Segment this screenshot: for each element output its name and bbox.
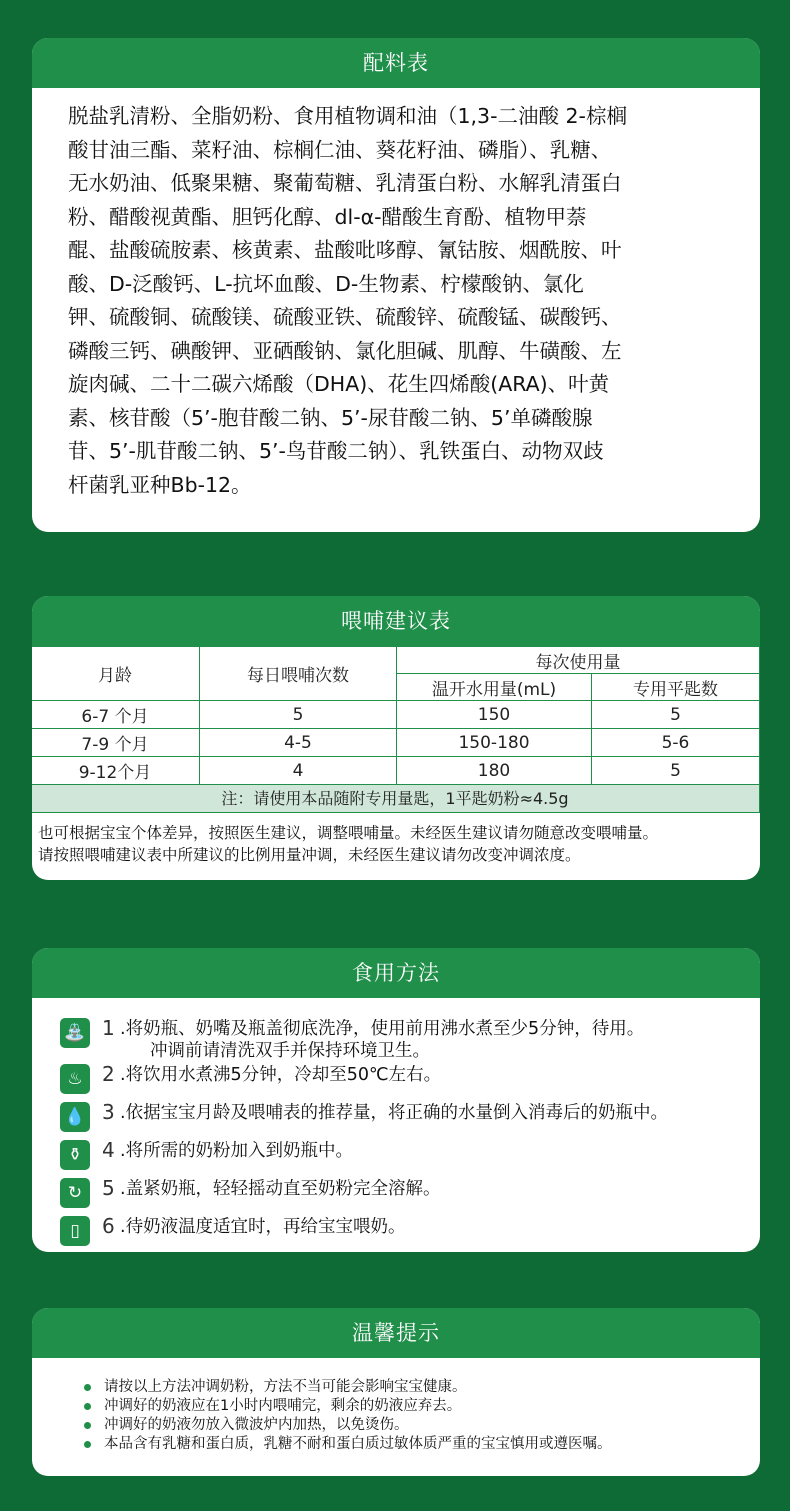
cell-water: 150: [397, 701, 592, 729]
step-item: [60, 1214, 750, 1252]
bullet-icon: [84, 1441, 91, 1448]
ingredients-text: [32, 88, 760, 502]
bullet-icon: [84, 1422, 91, 1429]
step-item: [60, 1138, 750, 1176]
step-text: .依据宝宝月龄及喂哺表的推荐量，将正确的水量倒入消毒后的奶瓶中。: [120, 1103, 669, 1123]
table-row: [32, 729, 760, 757]
step-text: .盖紧奶瓶，轻轻摇动直至奶粉完全溶解。: [120, 1179, 441, 1199]
cell-times: 4-5: [200, 729, 397, 757]
ingredients-line: 醌、盐酸硫胺素、核黄素、盐酸吡哆醇、氰钴胺、烟酰胺、叶: [68, 238, 622, 262]
feeding-advice: [38, 822, 758, 866]
step-text: .将奶瓶、奶嘴及瓶盖彻底洗净，使用前用沸水煮至少5分钟，待用。: [120, 1019, 645, 1039]
step-number: 5: [102, 1176, 115, 1200]
step-number: 6: [102, 1214, 115, 1238]
header-water: 温开水用量(mL): [397, 674, 592, 701]
step-item: [60, 1062, 750, 1100]
header-age: 月龄: [32, 647, 200, 701]
step-text: .将所需的奶粉加入到奶瓶中。: [120, 1141, 354, 1161]
advice-line: 也可根据宝宝个体差异，按照医生建议，调整喂哺量。未经医生建议请勿随意改变喂哺量。: [38, 824, 659, 842]
step-subtext: 冲调前请清洗双手并保持环境卫生。: [150, 1041, 430, 1061]
step-number: 2: [102, 1062, 115, 1086]
pot-icon: ♨: [60, 1064, 90, 1094]
feeding-card: [32, 596, 760, 880]
tip-text: 冲调好的奶液应在1小时内喂哺完，剩余的奶液应弃去。: [104, 1398, 462, 1414]
cell-scoops: 5: [592, 701, 760, 729]
step-number: 4: [102, 1138, 115, 1162]
step-number: 3: [102, 1100, 115, 1124]
step-item: [60, 1176, 750, 1214]
ingredients-line: 无水奶油、低聚果糖、聚葡萄糖、乳清蛋白粉、水解乳清蛋白: [68, 171, 622, 195]
ingredients-title: 配料表: [32, 38, 760, 88]
tip-item: [84, 1378, 744, 1397]
feeding-title: 喂哺建议表: [32, 596, 760, 646]
tips-list: [84, 1378, 744, 1454]
cell-age: 9-12个月: [32, 757, 200, 785]
step-item: [60, 1100, 750, 1138]
feeding-table: [32, 646, 760, 813]
cell-age: 7-9 个月: [32, 729, 200, 757]
tip-text: 冲调好的奶液勿放入微波炉内加热，以免烫伤。: [104, 1417, 409, 1433]
method-steps: [60, 1016, 750, 1252]
baby-bottle-icon: ▯: [60, 1216, 90, 1246]
step-item: [60, 1016, 750, 1062]
step-number: 1: [102, 1016, 115, 1040]
table-note-row: [32, 785, 760, 813]
ingredients-line: 素、核苷酸（5’-胞苷酸二钠、5’-尿苷酸二钠、5’单磷酸腺: [68, 405, 593, 430]
pour-water-icon: 💧: [60, 1102, 90, 1132]
header-times: 每日喂哺次数: [200, 647, 397, 701]
cell-times: 5: [200, 701, 397, 729]
tips-card: [32, 1308, 760, 1476]
ingredients-card: [32, 38, 760, 532]
ingredients-line: 苷、5’-肌苷酸二钠、5’-鸟苷酸二钠）、乳铁蛋白、动物双歧: [68, 439, 604, 463]
ingredients-line: 酸、D-泛酸钙、L-抗坏血酸、D-生物素、柠檬酸钠、氯化: [68, 271, 584, 296]
header-scoops: 专用平匙数: [592, 674, 760, 701]
cell-times: 4: [200, 757, 397, 785]
cell-age: 6-7 个月: [32, 701, 200, 729]
tip-item: [84, 1397, 744, 1416]
table-row: [32, 701, 760, 729]
faucet-icon: ⛲: [60, 1018, 90, 1048]
cell-scoops: 5: [592, 757, 760, 785]
cell-water: 180: [397, 757, 592, 785]
ingredients-line: 杆菌乳亚种Bb-12。: [68, 472, 252, 497]
ingredients-line: 酸甘油三酯、菜籽油、棕榈仁油、葵花籽油、磷脂）、乳糖、: [68, 137, 612, 162]
shake-bottle-icon: ↻: [60, 1178, 90, 1208]
method-card: [32, 948, 760, 1252]
step-text: .将饮用水煮沸5分钟，冷却至50℃左右。: [120, 1065, 442, 1085]
cell-scoops: 5-6: [592, 729, 760, 757]
header-per-use: 每次使用量: [397, 647, 760, 674]
tip-text: 本品含有乳糖和蛋白质，乳糖不耐和蛋白质过敏体质严重的宝宝慎用或遵医嘱。: [104, 1436, 612, 1452]
scoop-icon: ⚱: [60, 1140, 90, 1170]
cell-water: 150-180: [397, 729, 592, 757]
ingredients-line: 钾、硫酸铜、硫酸镁、硫酸亚铁、硫酸锌、硫酸锰、碳酸钙、: [68, 305, 622, 329]
table-row: [32, 757, 760, 785]
advice-line: 请按照喂哺建议表中所建议的比例用量冲调，未经医生建议请勿改变冲调浓度。: [38, 846, 581, 864]
ingredients-line: 粉、醋酸视黄酯、胆钙化醇、dl-α-醋酸生育酚、植物甲萘: [68, 204, 587, 229]
bullet-icon: [84, 1384, 91, 1391]
ingredients-line: 磷酸三钙、碘酸钾、亚硒酸钠、氯化胆碱、肌醇、牛磺酸、左: [68, 338, 622, 363]
tip-item: [84, 1435, 744, 1454]
tips-title: 温馨提示: [32, 1308, 760, 1358]
method-title: 食用方法: [32, 948, 760, 998]
tip-text: 请按以上方法冲调奶粉，方法不当可能会影响宝宝健康。: [104, 1379, 467, 1395]
ingredients-line: 脱盐乳清粉、全脂奶粉、食用植物调和油（1,3-二油酸 2-棕榈: [68, 104, 627, 128]
scoop-note: 注：请使用本品随附专用量匙，1平匙奶粉≈4.5g: [32, 785, 760, 813]
ingredients-line: 旋肉碱、二十二碳六烯酸（DHA)、花生四烯酸(ARA)、叶黄: [68, 372, 610, 396]
step-text: .待奶液温度适宜时，再给宝宝喂奶。: [120, 1217, 406, 1237]
bullet-icon: [84, 1403, 91, 1410]
tip-item: [84, 1416, 744, 1435]
